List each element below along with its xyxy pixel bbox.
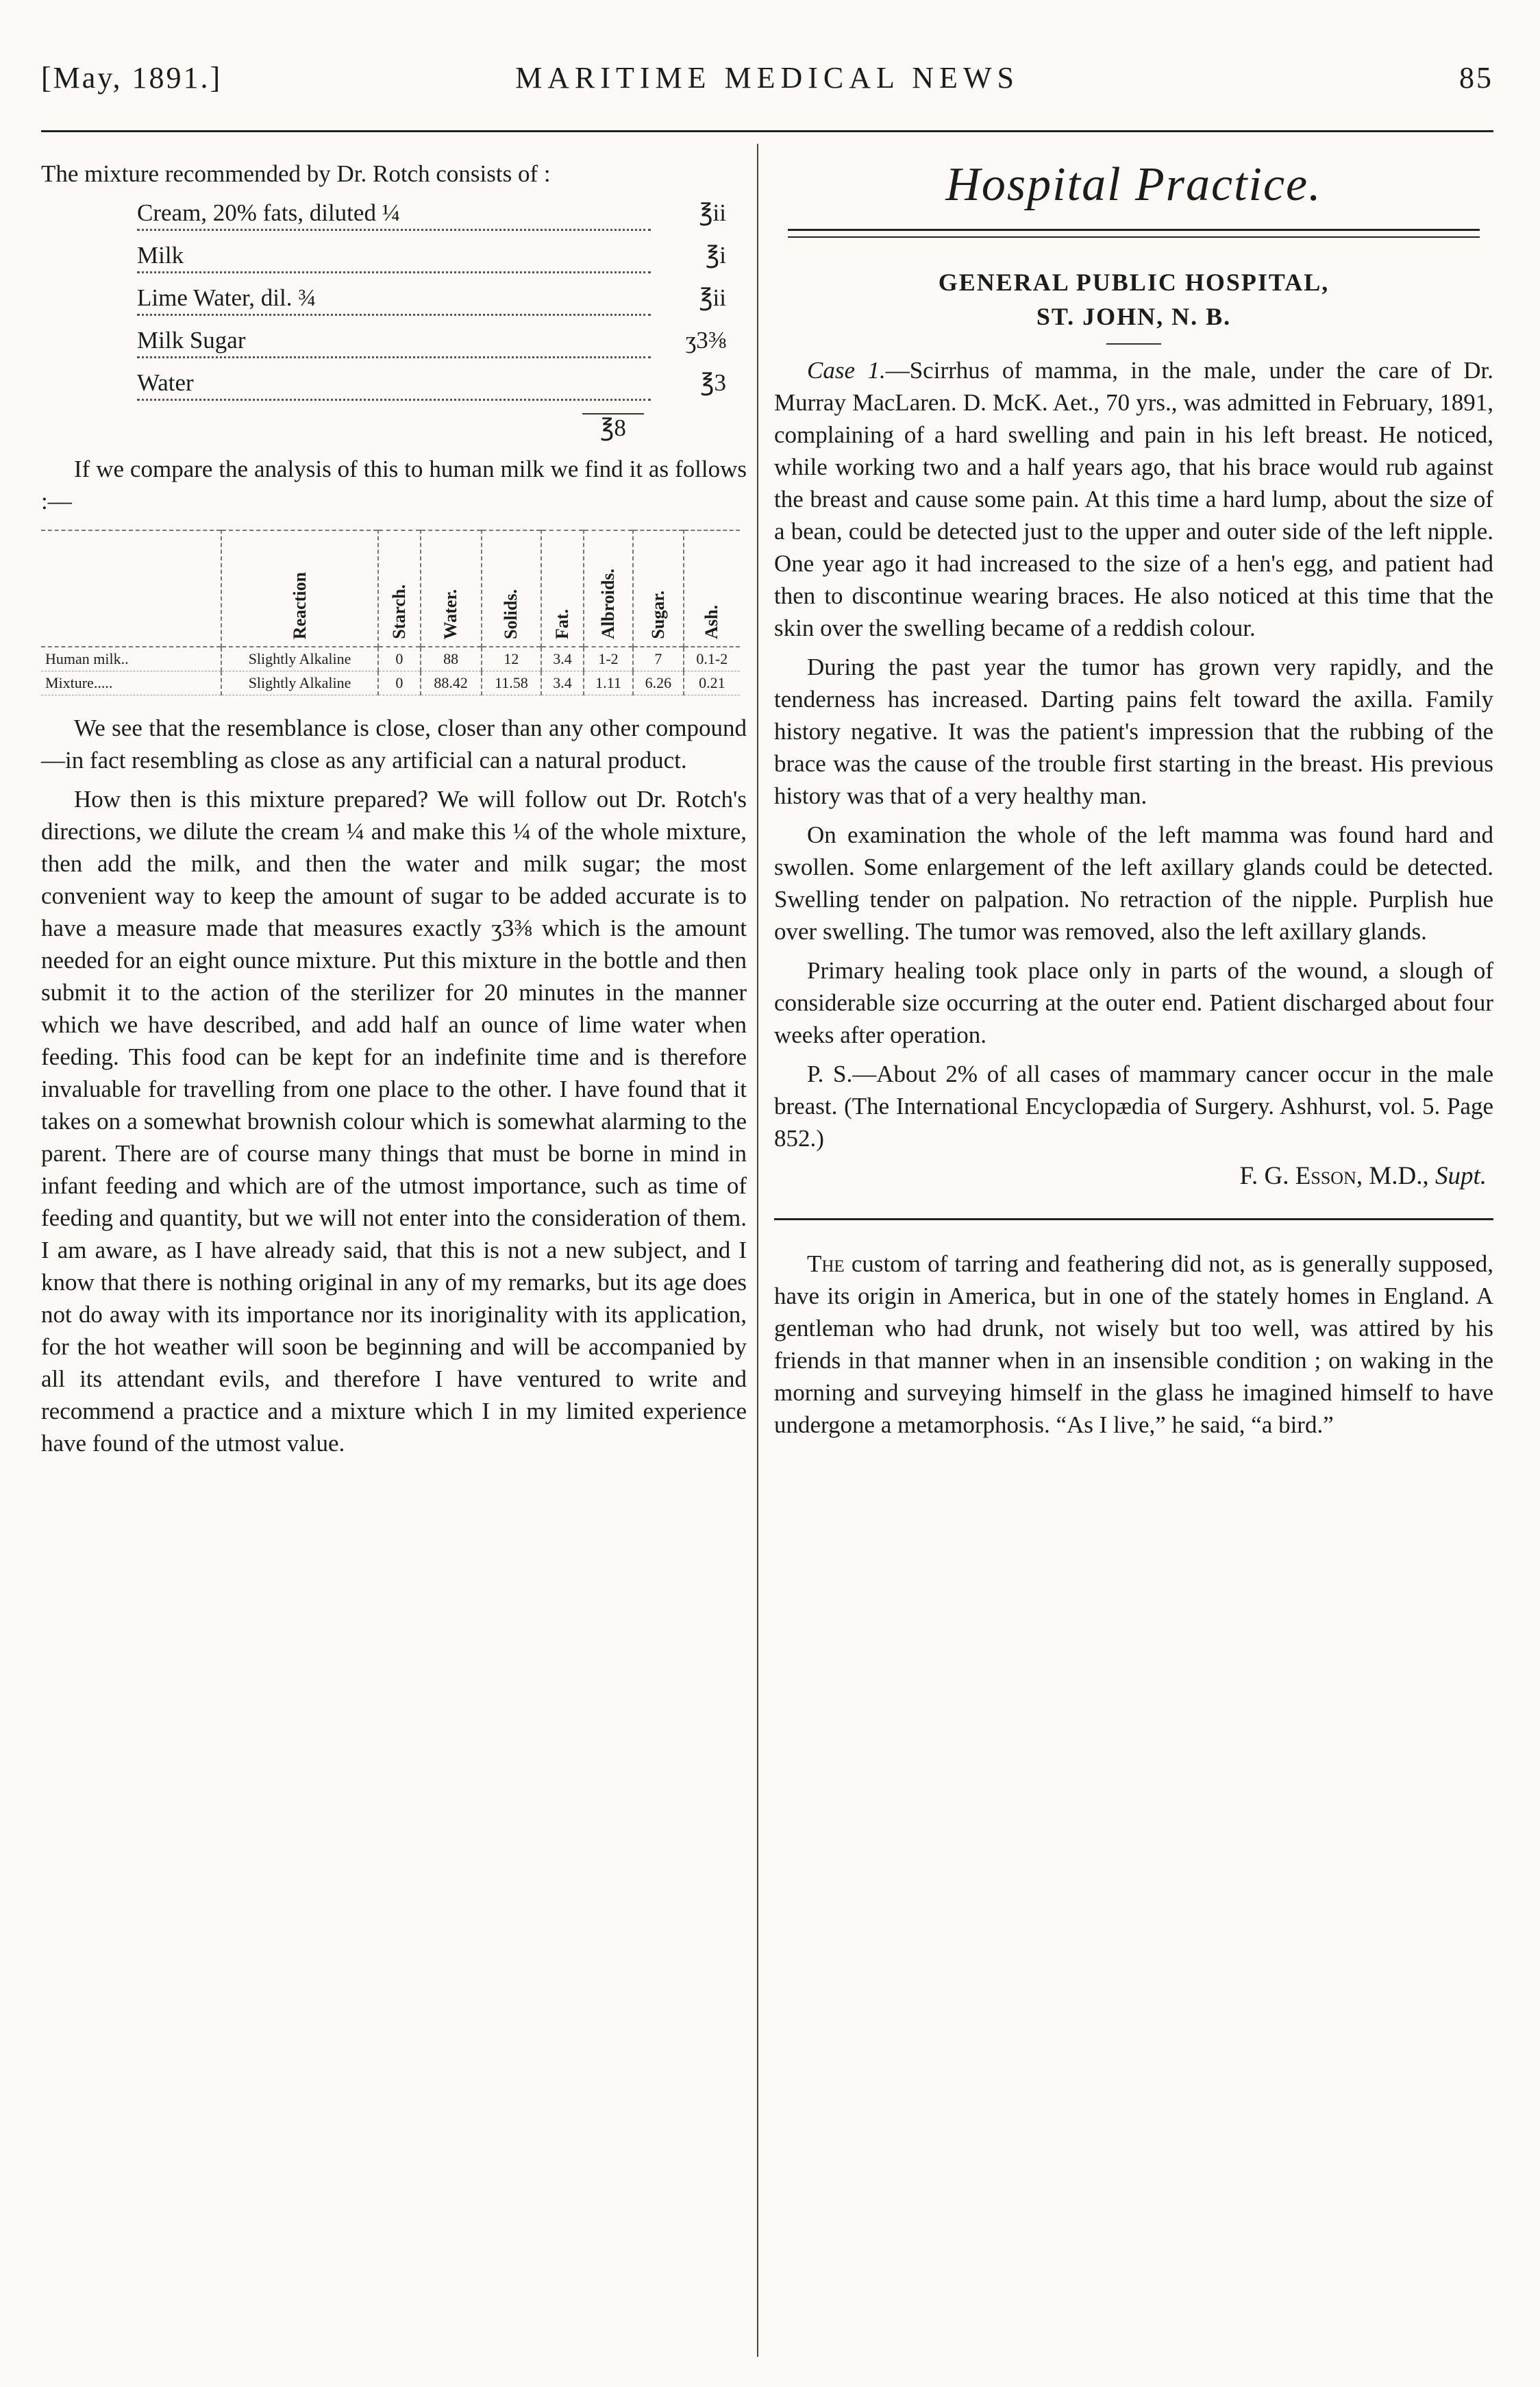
table-cell: Slightly Alkaline <box>221 647 378 671</box>
table-cell: Slightly Alkaline <box>221 671 378 695</box>
recipe-line <box>137 282 726 324</box>
body-paragraph: Primary healing took place only in parts of the wound, a slough of considerable size occurring at the outer end. Patient discharged about four weeks after operation. <box>774 957 1493 1048</box>
column-header: Ash. <box>684 530 740 647</box>
recipe-ingredient: Water <box>137 367 651 401</box>
body-paragraph: During the past year the tumor has grown very rapidly, and the tenderness has increased. Darting pains felt toward the axilla. Family history negative. It was the patient's impression that the rubbing of the brace was the cause of the trouble first starting in the breast. His previous history was that of a very healthy man. <box>774 654 1493 809</box>
column-divider <box>757 144 758 2357</box>
header-rule <box>41 130 1493 132</box>
recipe-list <box>137 197 726 409</box>
recipe-ingredient: Lime Water, dil. ¾ <box>137 282 651 316</box>
recipe-ingredient: Milk <box>137 239 651 273</box>
table-cell: 0.21 <box>684 671 740 695</box>
body-paragraph: We see that the resemblance is close, closer than any other compound—in fact resembling as close as any artificial can a natural product. <box>41 715 747 774</box>
recipe-dose: ℥3 <box>700 369 726 396</box>
recipe-line <box>137 367 726 409</box>
column-header: Reaction <box>221 530 378 647</box>
table-cell: 1.11 <box>584 671 633 695</box>
recipe-ingredient: Milk Sugar <box>137 324 651 358</box>
tarring-lead: The <box>807 1250 845 1277</box>
table-cell: 3.4 <box>541 647 584 671</box>
table-cell: 6.26 <box>633 671 683 695</box>
case-label: Case 1. <box>807 357 886 384</box>
running-header <box>41 60 1493 108</box>
recipe-ingredient: Cream, 20% fats, diluted ¼ <box>137 197 651 231</box>
left-column <box>41 158 747 1466</box>
journal-title: MARITIME MEDICAL NEWS <box>515 61 1019 95</box>
recipe-dose: ℥ii <box>699 199 726 226</box>
section-title: Hospital Practice. <box>945 158 1322 211</box>
case-text: —Scirrhus of mamma, in the male, under the care of Dr. Murray MacLaren. D. McK. Aet., 70 yrs., was admitted in February, 1891, complaining of a hard swelling and pain in his left breast. He noticed, while working two and a half years ago, that his brace would rub against the breast and cause some pain. At this time a hard lump, about the size of a bean, could be detected just to the upper and outer side of the left nipple. One year ago it had increased to the size of a hen's egg, and patient had then to discontinue wearing braces. He also noticed at this time that the skin over the swelling became of a reddish colour. <box>774 357 1494 641</box>
table-cell: 7 <box>633 647 683 671</box>
right-column <box>774 158 1493 1448</box>
postscript-paragraph: P. S.—About 2% of all cases of mammary cancer occur in the male breast. (The International Encyclopædia of Surgery. Ashhurst, vol. 5. Page 852.) <box>774 1061 1493 1152</box>
recipe-dose: ʒ3⅜ <box>685 327 726 354</box>
table-cell: 0 <box>378 647 421 671</box>
column-header: Fat. <box>541 530 584 647</box>
body-paragraph: On examination the whole of the left mamma was found hard and swollen. Some enlargement of the left axillary glands could be detected. Swelling tender on palpation. No retraction of the nipple. Purplish hue over swelling. The tumor was removed, also the left axillary glands. <box>774 821 1493 945</box>
signoff-title: Supt. <box>1435 1162 1487 1190</box>
analysis-table <box>41 530 740 695</box>
column-header: Starch. <box>378 530 421 647</box>
hospital-name: GENERAL PUBLIC HOSPITAL, <box>938 269 1330 296</box>
table-header-row <box>41 530 740 647</box>
table-row <box>41 647 740 671</box>
section-rule <box>774 1218 1493 1220</box>
table-cell: 3.4 <box>541 671 584 695</box>
recipe-line <box>137 239 726 282</box>
table-cell: 88 <box>421 647 482 671</box>
compare-paragraph: If we compare the analysis of this to human milk we find it as follows :— <box>41 456 747 515</box>
case-paragraph <box>774 354 1493 644</box>
table-row <box>41 671 740 695</box>
recipe-dose: ℥ii <box>699 284 726 311</box>
signoff-name: F. G. Esson, M.D., <box>1239 1162 1429 1190</box>
page-number: 85 <box>1459 61 1493 95</box>
recipe-total: ℥8 <box>582 413 644 442</box>
table-cell: 11.58 <box>482 671 542 695</box>
row-label: Mixture..... <box>45 674 113 691</box>
hospital-city: ST. JOHN, N. B. <box>1036 303 1232 330</box>
tarring-paragraph <box>774 1248 1493 1441</box>
table-cell: 1-2 <box>584 647 633 671</box>
column-header: Water. <box>421 530 482 647</box>
recipe-dose: ℥i <box>706 242 726 269</box>
issue-date: [May, 1891.] <box>41 61 223 95</box>
table-cell: 0.1-2 <box>684 647 740 671</box>
table-corner <box>41 530 221 647</box>
column-header: Solids. <box>482 530 542 647</box>
column-header: Sugar. <box>633 530 683 647</box>
tarring-text: custom of tarring and feathering did not, as is generally supposed, have its origin in America, but in one of the stately homes in England. A gentleman who had drunk, not wisely but too well, was attired by his friends in that manner when in an insensible condition ; on waking in the morning and surveying himself in the glass he imagined himself to have undergone a metamorphosis. “As I live,” he said, “a bird.” <box>774 1250 1493 1438</box>
body-paragraph: How then is this mixture prepared? We will follow out Dr. Rotch's directions, we dilute the cream ¼ and make this ¼ of the whole mixture, then add the milk, and then the water and milk sugar; the most convenient way to keep the amount of sugar to be added accurate is to have a measure made that measures exactly ʒ3⅜ which is the amount needed for an eight ounce mixture. Put this mixture in the bottle and then submit it to the action of the sterilizer for 20 minutes in the manner which we have described, and add half an ounce of lime water when feeding. This food can be kept for an indefinite time and is therefore invaluable for travelling from one place to the other. I have found that it takes on a somewhat brownish colour which is somewhat alarming to the parent. There are of course many things that must be borne in mind in infant feeding and which are of the utmost importance, such as time of feeding and quantity, but we will not enter into the consideration of them. I am aware, as I have already said, that this is not a new subject, and I know that there is nothing original in any of my remarks, but its age does not do away with its importance nor its inoriginality with its application, for the hot weather will soon be beginning and will be accompanied by all its attendant evils, and therefore I have ventured to write and recommend a practice and a mixture which I in my limited experience have found of the utmost value. <box>41 786 747 1457</box>
table-cell: 12 <box>482 647 542 671</box>
short-rule <box>1106 343 1161 345</box>
row-label: Human milk.. <box>45 650 129 667</box>
section-rule <box>788 229 1480 238</box>
table-cell: 0 <box>378 671 421 695</box>
signoff <box>774 1161 1487 1191</box>
table-cell: 88.42 <box>421 671 482 695</box>
recipe-line <box>137 197 726 239</box>
recipe-intro: The mixture recommended by Dr. Rotch consists of : <box>41 160 551 187</box>
recipe-line <box>137 324 726 367</box>
column-header: Albroids. <box>584 530 633 647</box>
